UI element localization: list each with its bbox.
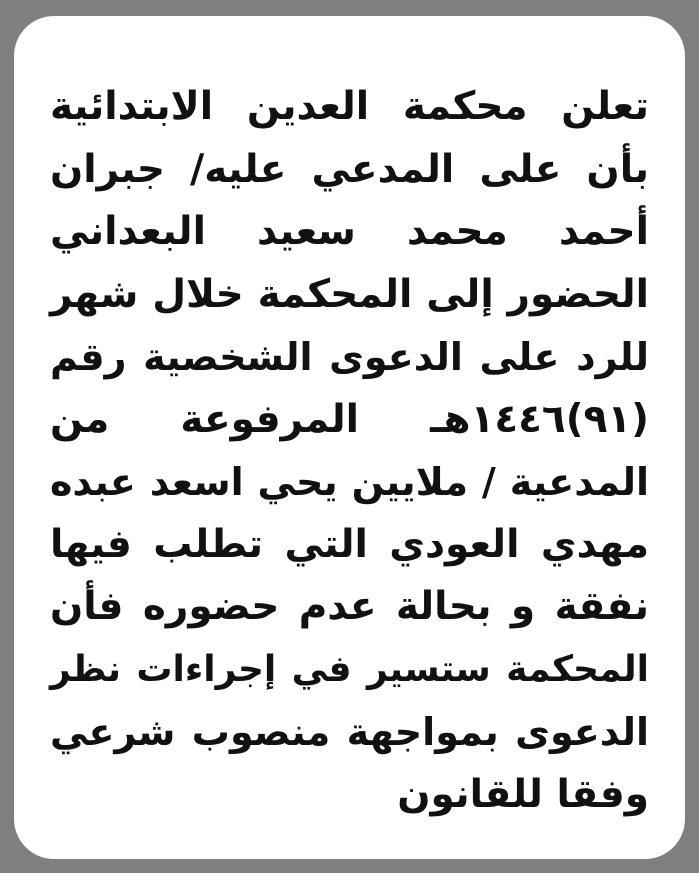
- notice-line: نفقة و بحالة عدم حضوره فأن: [50, 584, 649, 629]
- notice-line: تعلن محكمة العدين الابتدائية: [50, 84, 649, 129]
- notice-line: المحكمة ستسير في إجراءات نظر: [50, 648, 649, 690]
- notice-line: أحمد محمد سعيد البعداني: [50, 209, 649, 254]
- notice-line: الحضور إلى المحكمة خلال شهر: [50, 271, 649, 317]
- notice-card: [14, 16, 685, 859]
- notice-line: للرد على الدعوى الشخصية رقم: [50, 335, 649, 379]
- notice-line: مهدي العودي التي تطلب فيها: [50, 521, 649, 567]
- notice-line: المدعية / ملايين يحي اسعد عبده: [50, 460, 649, 504]
- notice-line-last: وفقا للقانون: [397, 771, 649, 817]
- notice-line: الدعوى بمواجهة منصوب شرعي: [50, 710, 649, 754]
- court-notice-text: [50, 76, 649, 826]
- notice-line: (٩١)١٤٤٦هـ المرفوعة من: [50, 396, 649, 442]
- notice-line: بأن على المدعي عليه/ جبران: [50, 146, 649, 192]
